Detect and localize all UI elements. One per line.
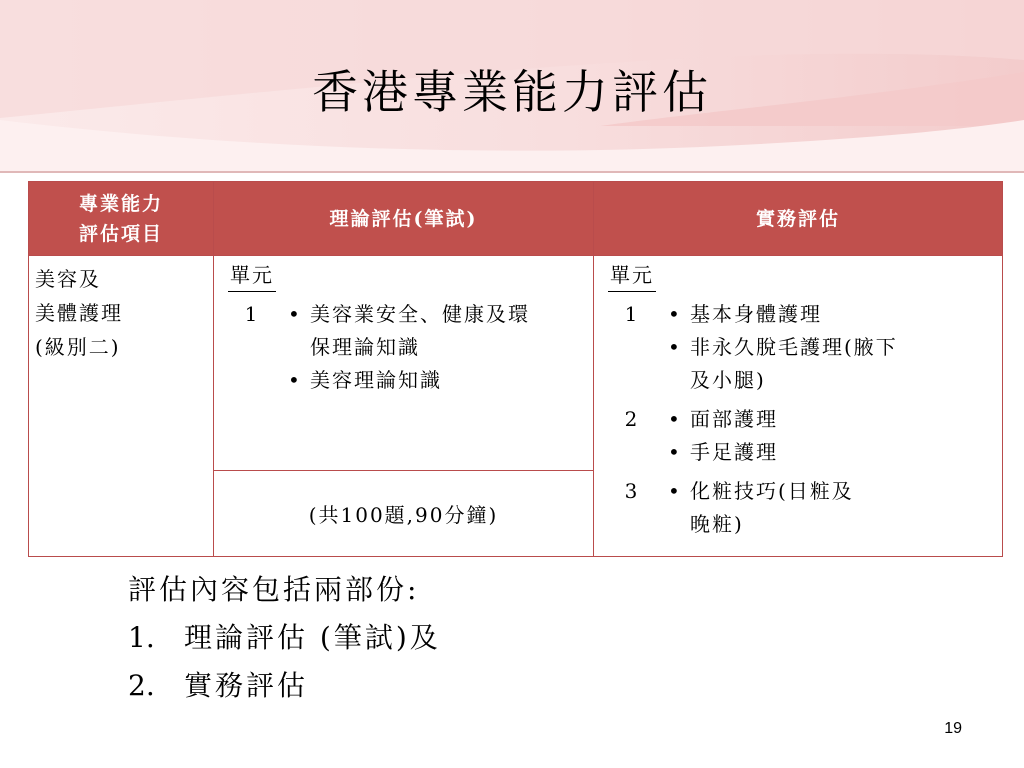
list-item (668, 298, 1002, 331)
practical-cell (594, 256, 1003, 557)
practical-item: 非永久脫毛護理(腋下及小腿) (690, 335, 898, 392)
header-theory: 理論評估(筆試) (214, 182, 594, 256)
practical-item: 基本身體護理 (690, 302, 822, 326)
list-item (668, 331, 1002, 397)
theory-unit-number: 1 (244, 302, 258, 326)
bullet-icon: • (668, 335, 682, 359)
practical-unit-number: 3 (624, 479, 638, 503)
header-category-line2: 評估項目 (78, 222, 163, 245)
header-category (29, 182, 214, 256)
summary-point (128, 614, 441, 662)
point-text: 實務評估 (184, 669, 309, 702)
bullet-icon: • (668, 407, 682, 431)
header-practical: 實務評估 (594, 182, 1003, 256)
practical-item: 手足護理 (690, 440, 778, 464)
summary-point (128, 662, 441, 710)
point-text: 理論評估 (筆試)及 (184, 621, 441, 654)
theory-item-2: 美容理論知識 (310, 368, 442, 392)
theory-unit-row (214, 298, 593, 397)
slide-title: 香港專業能力評估 (312, 65, 712, 119)
practical-unit-row (594, 298, 1002, 397)
point-number: 2. (128, 669, 155, 702)
theory-cell (214, 256, 594, 471)
bullet-icon: • (288, 368, 302, 392)
assessment-table (28, 181, 1003, 557)
page-number: 19 (944, 720, 962, 737)
bullet-icon: • (668, 302, 682, 326)
summary (128, 566, 441, 710)
practical-unit-number: 1 (624, 302, 638, 326)
theory-footnote: (共100題,90分鐘) (214, 471, 594, 557)
list-item (288, 298, 593, 364)
category-line1: 美容及 (35, 267, 101, 291)
list-item (288, 364, 593, 397)
list-item (668, 403, 1002, 436)
header-category-line1: 專業能力 (78, 192, 163, 215)
practical-item: 面部護理 (690, 407, 778, 431)
category-line2: 美體護理 (35, 301, 123, 325)
list-item (668, 436, 1002, 469)
bullet-icon: • (668, 479, 682, 503)
theory-unit-label: 單元 (228, 261, 276, 292)
theory-item-1: 美容業安全、健康及環保理論知識 (310, 302, 530, 359)
category-cell (29, 256, 214, 557)
practical-item: 化粧技巧(日粧及晚粧) (690, 479, 854, 536)
practical-unit-row (594, 403, 1002, 469)
practical-unit-row (594, 475, 1002, 541)
practical-unit-label: 單元 (608, 261, 656, 292)
point-number: 1. (128, 621, 155, 654)
category-line3: (級別二) (35, 335, 121, 359)
practical-unit-number: 2 (624, 407, 638, 431)
bullet-icon: • (668, 440, 682, 464)
summary-intro: 評估內容包括兩部份: (128, 573, 420, 606)
list-item (668, 475, 1002, 541)
bullet-icon: • (288, 302, 302, 326)
